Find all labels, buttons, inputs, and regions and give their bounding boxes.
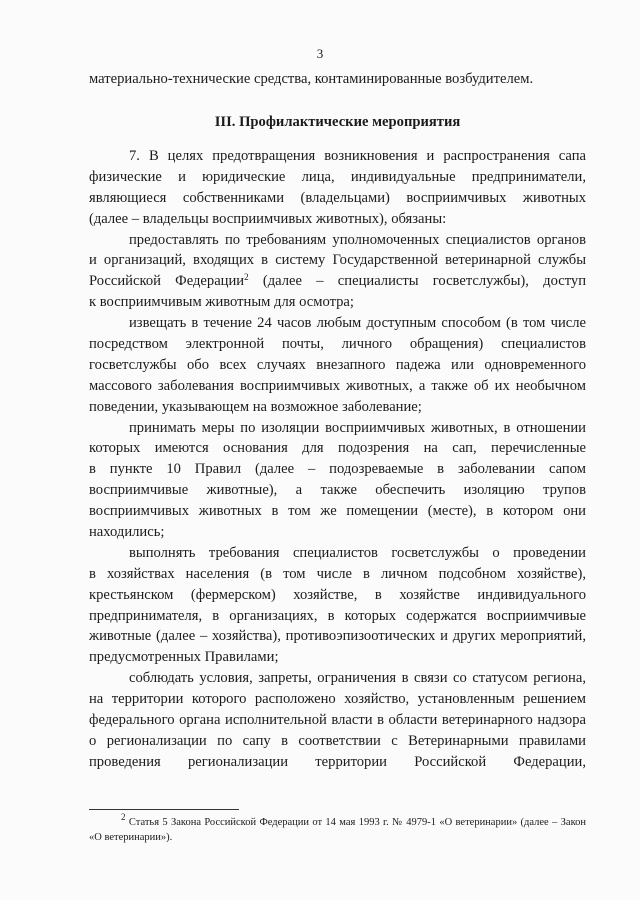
text-line: материально-технические средства, контаминированные возбудителем. xyxy=(89,71,534,87)
text-line: принимать меры по изоляции восприимчивых животных, в отношении xyxy=(129,419,586,436)
section-title: III. Профилактические мероприятия xyxy=(214,114,461,130)
text-line: извещать в течение 24 часов любым доступным способом (в том числе xyxy=(129,315,586,332)
text-line: восприимчивые животные), а также обеспечить изоляцию трупов xyxy=(89,482,586,499)
paragraph xyxy=(89,313,586,417)
footnote-separator xyxy=(89,809,239,810)
text-line: посредством электронной почты, личного обращения) специалистов xyxy=(89,336,586,353)
paragraph xyxy=(89,543,586,668)
text-line: 7. В целях предотвращения возникновения и распространения сапа xyxy=(129,148,586,164)
text-fragment: (далее – специалисты госветслужбы), доступ xyxy=(262,273,587,290)
footnote-line xyxy=(89,812,587,830)
paragraph xyxy=(89,668,586,772)
text-line: находились; xyxy=(89,524,165,541)
text-fragment: Российской Федерации xyxy=(89,273,245,290)
text-line: поведении, указывающем на возможное заболевание; xyxy=(89,398,422,415)
text-line: являющиеся собственниками (владельцами) восприимчивых животных xyxy=(89,189,586,206)
paragraph xyxy=(89,146,586,230)
text-line: которых имеются основания для подозрения на сап, перечисленные xyxy=(89,440,586,457)
text-line: предпринимателя, в организациях, в которых содержатся восприимчивые xyxy=(89,607,586,624)
footnote xyxy=(89,812,587,845)
page-number: 3 xyxy=(316,46,324,61)
text-line: предусмотренных Правилами; xyxy=(89,649,279,666)
footnote-reference: 2 xyxy=(244,272,249,283)
body-text xyxy=(89,146,586,773)
text-line xyxy=(89,271,586,292)
text-line: (далее – владельцы восприимчивых животных), обязаны: xyxy=(89,210,447,227)
text-line: федерального органа исполнительной власти в области ветеринарного надзора xyxy=(89,712,586,729)
text-line: животные (далее – хозяйства), противоэпизоотических и других мероприятий, xyxy=(89,628,586,645)
text-line: предоставлять по требованиям уполномоченных специалистов органов xyxy=(129,231,586,248)
footnote-text: Статья 5 Закона Российской Федерации от 14 мая 1993 г. № 4979-1 «О ветеринарии» (далее – Закон xyxy=(128,817,587,828)
text-line: проведения регионализации территории Российской Федерации, xyxy=(89,753,586,770)
text-line: на территории которого расположено хозяйство, установленным решением xyxy=(89,691,586,708)
text-line: госветслужбы обо всех случаях внезапного падежа или одновременного xyxy=(89,356,586,373)
text-line: крестьянском (фермерском) хозяйстве, в хозяйстве индивидуального xyxy=(89,586,586,603)
text-line: в пункте 10 Правил (далее – подозреваемые в заболевании сапом xyxy=(89,461,586,478)
paragraph xyxy=(89,230,586,314)
text-line: восприимчивых животных в том же помещении (месте), в котором они xyxy=(89,503,586,520)
footnote-line: «О ветеринарии»). xyxy=(89,832,173,843)
text-line: физические и юридические лица, индивидуальные предприниматели, xyxy=(89,168,586,185)
text-line: к восприимчивым животным для осмотра; xyxy=(89,294,354,311)
text-line: в хозяйствах населения (в том числе в личном подсобном хозяйстве), xyxy=(89,565,586,582)
continuation-text xyxy=(89,69,586,90)
text-line: массового заболевания восприимчивых животных, а также об их необычном xyxy=(89,377,586,394)
text-line: выполнять требования специалистов госветслужбы о проведении xyxy=(129,544,586,561)
section-heading xyxy=(89,112,586,133)
paragraph xyxy=(89,418,586,543)
text-line: и организаций, входящих в систему Государственной ветеринарной службы xyxy=(89,252,586,269)
text-line: о регионализации по сапу в соответствии с Ветеринарными правилами xyxy=(89,732,586,749)
text-line: соблюдать условия, запреты, ограничения в связи со статусом региона, xyxy=(129,670,586,687)
footnote-mark: 2 xyxy=(121,812,126,822)
